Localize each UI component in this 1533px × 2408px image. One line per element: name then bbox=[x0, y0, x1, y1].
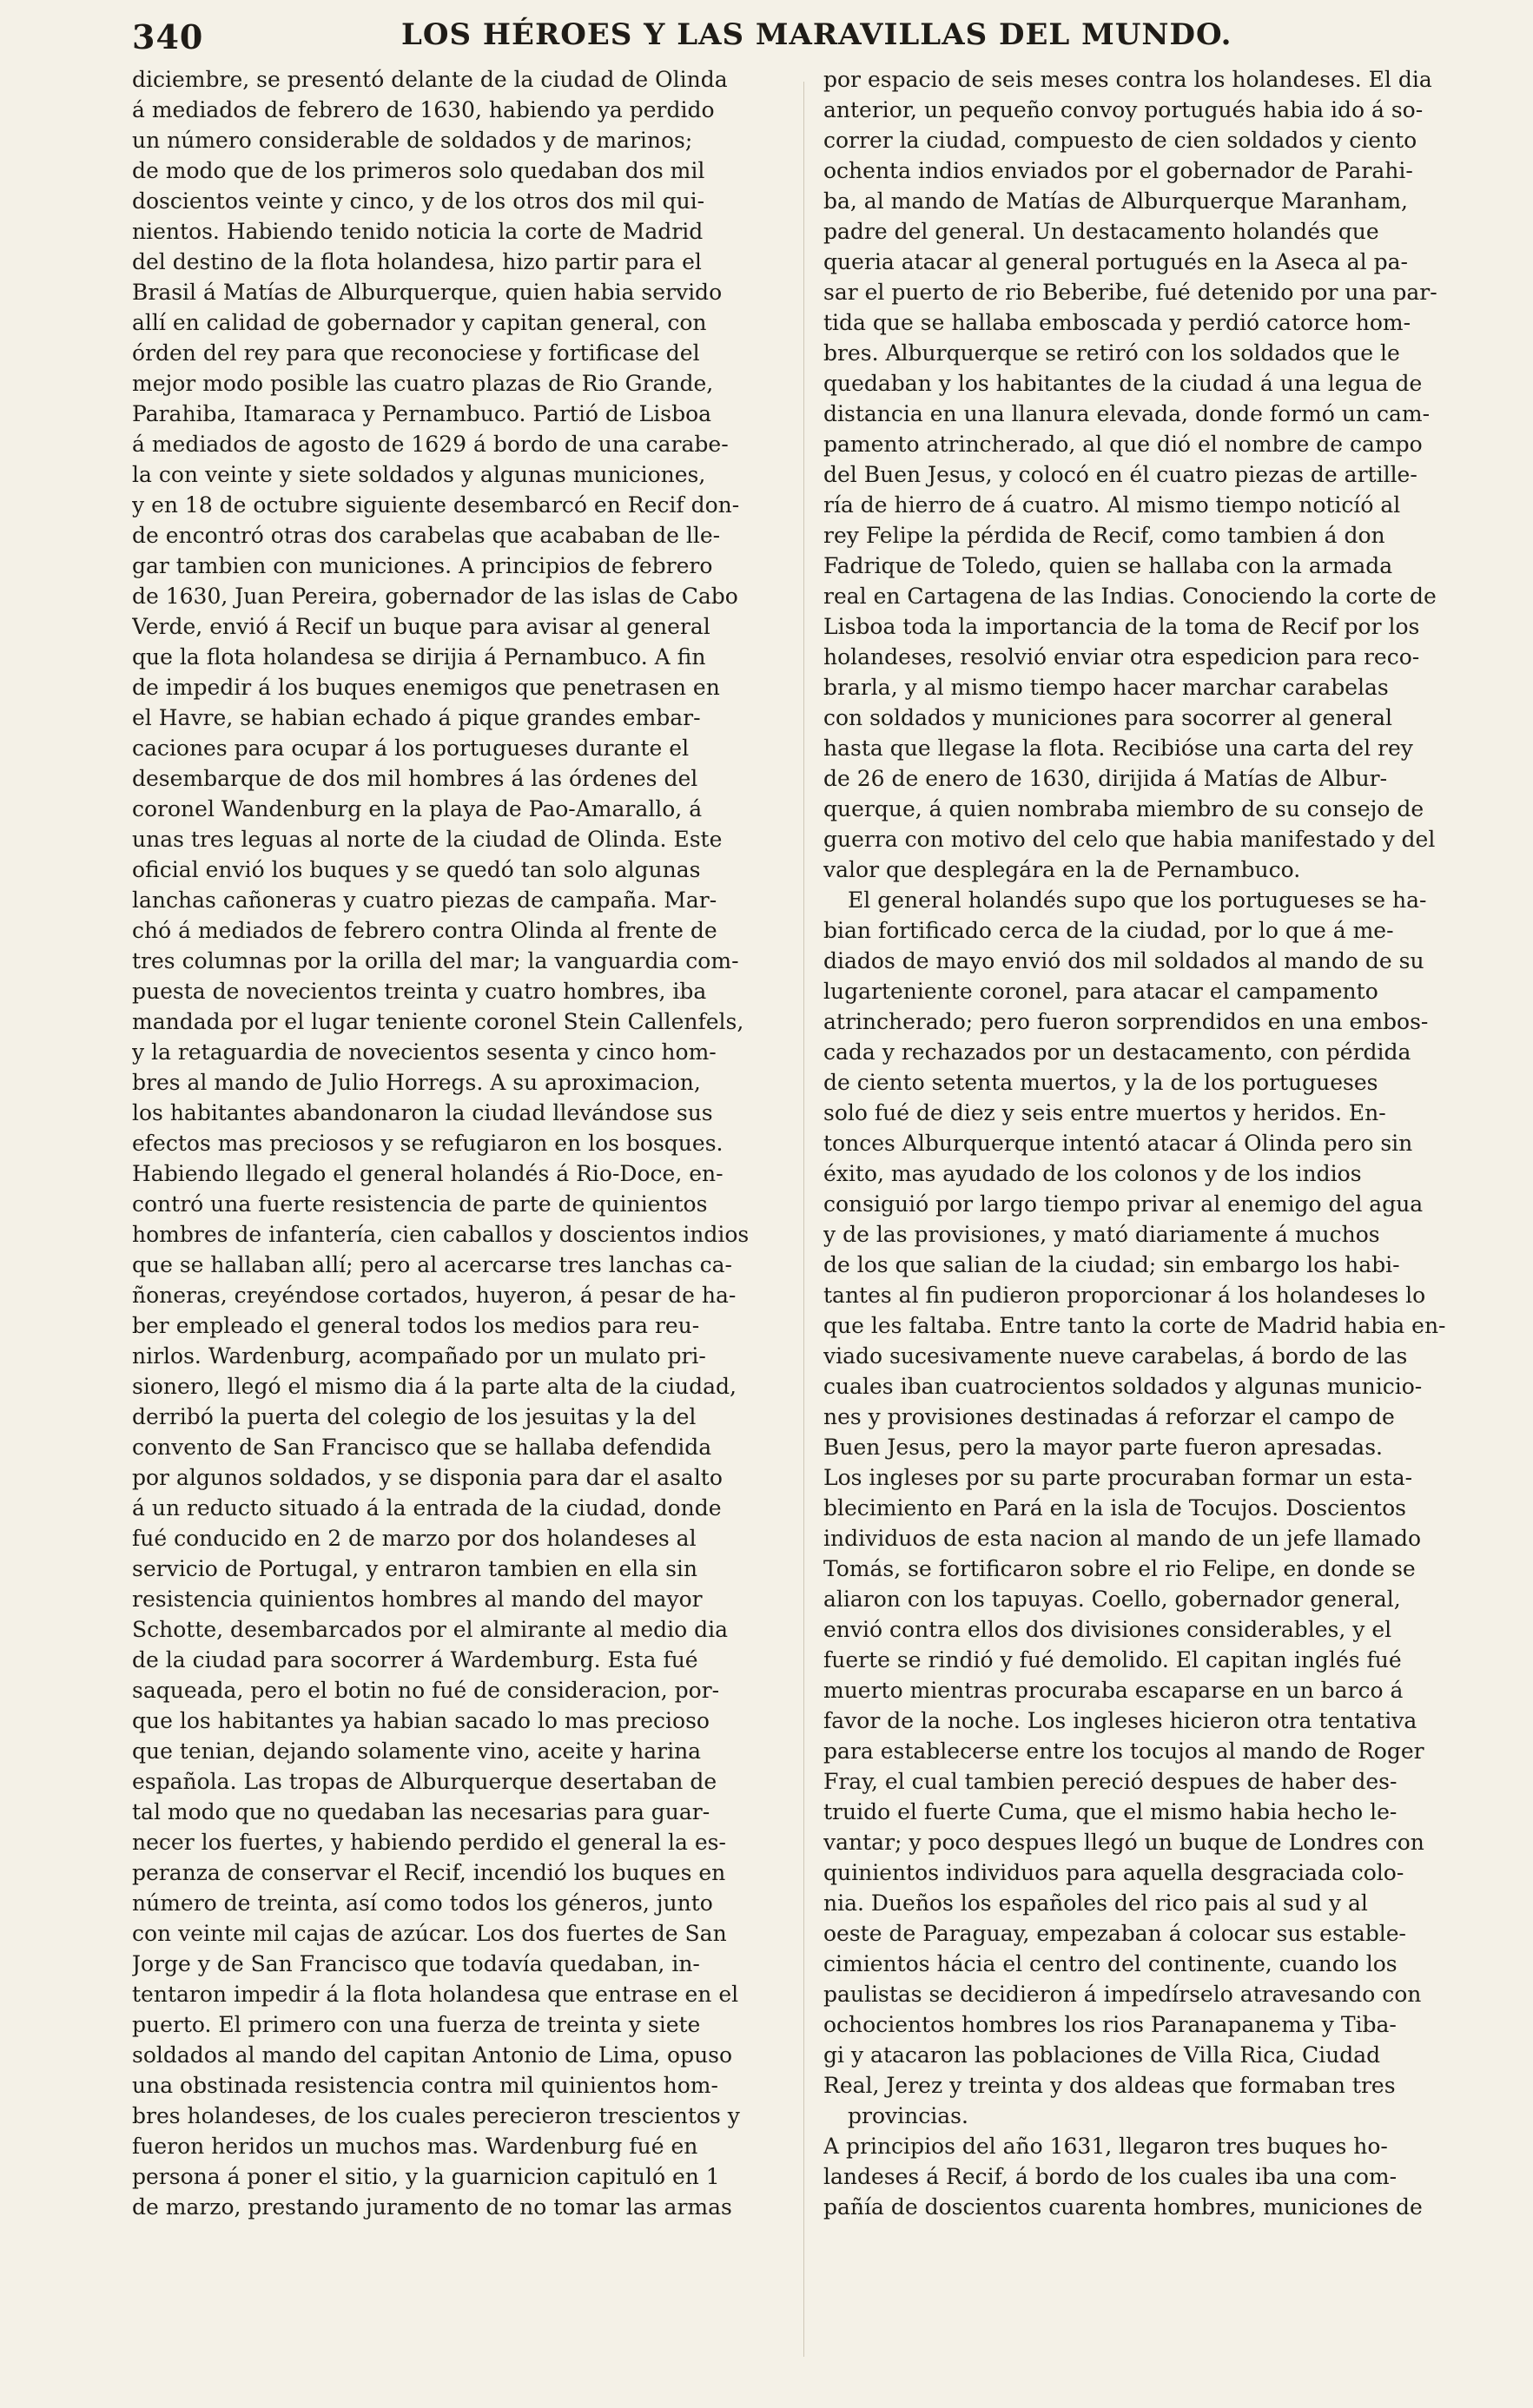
text-line: de 1630, Juan Pereira, gobernador de las islas de Cabo bbox=[132, 584, 738, 609]
text-line: landeses á Recif, á bordo de los cuales iba una com- bbox=[823, 2164, 1398, 2189]
text-line: Los ingleses por su parte procuraban formar un esta- bbox=[823, 1465, 1413, 1490]
text-line: un número considerable de soldados y de marinos; bbox=[132, 128, 693, 153]
text-line: coronel Wandenburg en la playa de Pao-Amarallo, á bbox=[132, 796, 703, 821]
text-line: cimientos hácia el centro del continente, cuando los bbox=[823, 1951, 1398, 1976]
text-line: Jorge y de San Francisco que todavía quedaban, in- bbox=[132, 1951, 700, 1976]
text-line: oficial envió los buques y se quedó tan solo algunas bbox=[132, 857, 701, 882]
text-line: que la flota holandesa se dirijia á Pernambuco. A fin bbox=[132, 644, 706, 670]
text-line: necer los fuertes, y habiendo perdido el general la es- bbox=[132, 1830, 726, 1855]
text-line: querque, á quien nombraba miembro de su consejo de bbox=[823, 796, 1424, 821]
text-line: individuos de esta nacion al mando de un jefe llamado bbox=[823, 1526, 1422, 1551]
text-line: ba, al mando de Matías de Alburquerque Maranham, bbox=[823, 188, 1408, 214]
right-text-column bbox=[823, 64, 1475, 2392]
text-line: de impedir á los buques enemigos que penetrasen en bbox=[132, 675, 720, 700]
text-line: á un reducto situado á la entrada de la ciudad, donde bbox=[132, 1495, 722, 1521]
text-line: pañía de doscientos cuarenta hombres, municiones de bbox=[823, 2194, 1423, 2220]
text-line: á mediados de agosto de 1629 á bordo de una carabe- bbox=[132, 432, 729, 457]
page-header bbox=[132, 17, 1487, 63]
text-line: convento de San Francisco que se hallaba defendida bbox=[132, 1435, 712, 1460]
text-line: viado sucesivamente nueve carabelas, á bordo de las bbox=[823, 1343, 1408, 1369]
text-line: desembarque de dos mil hombres á las órdenes del bbox=[132, 766, 698, 791]
text-line: chó á mediados de febrero contra Olinda al frente de bbox=[132, 918, 717, 943]
text-line: paulistas se decidieron á impedírselo atravesando con bbox=[823, 1982, 1422, 2007]
text-line: quinientos individuos para aquella desgraciada colo- bbox=[823, 1860, 1404, 1885]
text-line: éxito, mas ayudado de los colonos y de los indios bbox=[823, 1161, 1362, 1186]
text-line: blecimiento en Pará en la isla de Tocujos. Doscientos bbox=[823, 1495, 1406, 1521]
text-line: de la ciudad para socorrer á Wardemburg. Esta fué bbox=[132, 1647, 698, 1672]
text-line: Brasil á Matías de Alburquerque, quien habia servido bbox=[132, 280, 723, 305]
text-line: cuales iban cuatrocientos soldados y algunas municio- bbox=[823, 1374, 1423, 1399]
text-line: puerto. El primero con una fuerza de treinta y siete bbox=[132, 2012, 701, 2037]
text-line: servicio de Portugal, y entraron tambien en ella sin bbox=[132, 1556, 698, 1581]
text-line: con soldados y municiones para socorrer al general bbox=[823, 705, 1393, 730]
text-line: soldados al mando del capitan Antonio de Lima, opuso bbox=[132, 2042, 733, 2068]
text-line: contró una fuerte resistencia de parte de quinientos bbox=[132, 1191, 708, 1217]
text-line: tantes al fin pudieron proporcionar á los holandeses lo bbox=[823, 1283, 1426, 1308]
text-line: quedaban y los habitantes de la ciudad á una legua de bbox=[823, 371, 1423, 396]
text-line: correr la ciudad, compuesto de cien soldados y ciento bbox=[823, 128, 1417, 153]
text-line: A principios del año 1631, llegaron tres buques ho- bbox=[823, 2134, 1388, 2159]
text-line: El general holandés supo que los portugueses se ha- bbox=[848, 887, 1427, 913]
text-line: real en Cartagena de las Indias. Conociendo la corte de bbox=[823, 584, 1437, 609]
text-line: atrincherado; pero fueron sorprendidos en una embos- bbox=[823, 1009, 1429, 1034]
text-line: hasta que llegase la flota. Recibióse una carta del rey bbox=[823, 736, 1413, 761]
text-line: los habitantes abandonaron la ciudad llevándose sus bbox=[132, 1100, 713, 1125]
text-line: fué conducido en 2 de marzo por dos holandeses al bbox=[132, 1526, 697, 1551]
text-line: muerto mientras procuraba escaparse en un barco á bbox=[823, 1678, 1404, 1703]
text-line: resistencia quinientos hombres al mando del mayor bbox=[132, 1587, 703, 1612]
text-line: que les faltaba. Entre tanto la corte de Madrid habia en- bbox=[823, 1313, 1446, 1338]
text-line: anterior, un pequeño convoy portugués habia ido á so- bbox=[823, 97, 1424, 122]
text-line: que tenian, dejando solamente vino, aceite y harina bbox=[132, 1738, 702, 1764]
text-line: Fadrique de Toledo, quien se hallaba con la armada bbox=[823, 553, 1393, 578]
text-line: órden del rey para que reconociese y fortificase del bbox=[132, 340, 700, 366]
text-line: tal modo que no quedaban las necesarias para guar- bbox=[132, 1799, 710, 1824]
text-line: hombres de infantería, cien caballos y doscientos indios bbox=[132, 1222, 750, 1247]
text-line: caciones para ocupar á los portugueses durante el bbox=[132, 736, 690, 761]
text-line: Buen Jesus, pero la mayor parte fueron apresadas. bbox=[823, 1435, 1383, 1460]
text-line: holandeses, resolvió enviar otra espedicion para reco- bbox=[823, 644, 1420, 670]
text-line: de encontró otras dos carabelas que acababan de lle- bbox=[132, 523, 721, 548]
text-line: lanchas cañoneras y cuatro piezas de campaña. Mar- bbox=[132, 887, 717, 913]
text-line: solo fué de diez y seis entre muertos y heridos. En- bbox=[823, 1100, 1386, 1125]
text-line: unas tres leguas al norte de la ciudad de Olinda. Este bbox=[132, 827, 723, 852]
text-line: envió contra ellos dos divisiones considerables, y el bbox=[823, 1617, 1392, 1642]
text-line: nia. Dueños los españoles del rico pais al sud y al bbox=[823, 1890, 1368, 1916]
text-line: ochocientos hombres los rios Paranapanema y Tiba- bbox=[823, 2012, 1397, 2037]
text-line: Real, Jerez y treinta y dos aldeas que formaban tres bbox=[823, 2073, 1396, 2098]
text-line: rey Felipe la pérdida de Recif, como tambien á don bbox=[823, 523, 1385, 548]
text-line: del Buen Jesus, y colocó en él cuatro piezas de artille- bbox=[823, 462, 1417, 487]
text-line: truido el fuerte Cuma, que el mismo habia hecho le- bbox=[823, 1799, 1398, 1824]
text-line: aliaron con los tapuyas. Coello, gobernador general, bbox=[823, 1587, 1401, 1612]
text-line: ber empleado el general todos los medios para reu- bbox=[132, 1313, 700, 1338]
text-line: doscientos veinte y cinco, y de los otros dos mil qui- bbox=[132, 188, 705, 214]
text-line: española. Las tropas de Alburquerque desertaban de bbox=[132, 1769, 717, 1794]
text-line: nientos. Habiendo tenido noticia la corte de Madrid bbox=[132, 219, 704, 244]
text-line: nes y provisiones destinadas á reforzar el campo de bbox=[823, 1404, 1395, 1429]
text-line: diciembre, se presentó delante de la ciudad de Olinda bbox=[132, 67, 728, 92]
text-line: lugarteniente coronel, para atacar el campamento bbox=[823, 979, 1378, 1004]
text-line: bres holandeses, de los cuales perecieron trescientos y bbox=[132, 2103, 740, 2128]
text-line: diados de mayo envió dos mil soldados al mando de su bbox=[823, 948, 1424, 973]
text-line: la con veinte y siete soldados y algunas municiones, bbox=[132, 462, 706, 487]
text-line: valor que desplegára en la de Pernambuco. bbox=[823, 857, 1301, 882]
text-line: queria atacar al general portugués en la Aseca al pa- bbox=[823, 249, 1408, 274]
text-line: efectos mas preciosos y se refugiaron en los bosques. bbox=[132, 1131, 724, 1156]
text-line: fueron heridos un muchos mas. Wardenburg fué en bbox=[132, 2134, 698, 2159]
text-line: fuerte se rindió y fué demolido. El capitan inglés fué bbox=[823, 1647, 1402, 1672]
text-line: de marzo, prestando juramento de no tomar las armas bbox=[132, 2194, 732, 2220]
text-line: número de treinta, así como todos los géneros, junto bbox=[132, 1890, 713, 1916]
text-line: oeste de Paraguay, empezaban á colocar sus estable- bbox=[823, 1921, 1406, 1946]
text-line: Parahiba, Itamaraca y Pernambuco. Partió de Lisboa bbox=[132, 401, 712, 426]
text-line: vantar; y poco despues llegó un buque de Londres con bbox=[823, 1830, 1424, 1855]
column-divider bbox=[803, 82, 804, 2357]
text-line: Habiendo llegado el general holandés á Rio-Doce, en- bbox=[132, 1161, 724, 1186]
text-line: padre del general. Un destacamento holandés que bbox=[823, 219, 1379, 244]
text-line: mejor modo posible las cuatro plazas de Rio Grande, bbox=[132, 371, 714, 396]
text-line: provincias. bbox=[848, 2103, 968, 2128]
text-line: derribó la puerta del colegio de los jesuitas y la del bbox=[132, 1404, 697, 1429]
text-line: á mediados de febrero de 1630, habiendo ya perdido bbox=[132, 97, 715, 122]
text-line: tida que se hallaba emboscada y perdió catorce hom- bbox=[823, 310, 1411, 335]
text-line: sionero, llegó el mismo dia á la parte alta de la ciudad, bbox=[132, 1374, 737, 1399]
text-line: consiguió por largo tiempo privar al enemigo del agua bbox=[823, 1191, 1424, 1217]
text-line: que los habitantes ya habian sacado lo mas precioso bbox=[132, 1708, 710, 1733]
text-line: con veinte mil cajas de azúcar. Los dos fuertes de San bbox=[132, 1921, 727, 1946]
text-line: de ciento setenta muertos, y la de los portugueses bbox=[823, 1070, 1378, 1095]
text-line: ñoneras, creyéndose cortados, huyeron, á pesar de ha- bbox=[132, 1283, 737, 1308]
text-line: brarla, y al mismo tiempo hacer marchar carabelas bbox=[823, 675, 1389, 700]
text-line: de 26 de enero de 1630, dirijida á Matías de Albur- bbox=[823, 766, 1388, 791]
text-line: de modo que de los primeros solo quedaban dos mil bbox=[132, 158, 705, 183]
text-line: guerra con motivo del celo que habia manifestado y del bbox=[823, 827, 1436, 852]
text-line: cada y rechazados por un destacamento, con pérdida bbox=[823, 1039, 1411, 1065]
text-line: bres al mando de Julio Horregs. A su aproximacion, bbox=[132, 1070, 701, 1095]
text-line: puesta de novecientos treinta y cuatro hombres, iba bbox=[132, 979, 707, 1004]
text-line: por espacio de seis meses contra los holandeses. El dia bbox=[823, 67, 1432, 92]
text-line: mandada por el lugar teniente coronel Stein Callenfels, bbox=[132, 1009, 744, 1034]
text-line: que se hallaban allí; pero al acercarse tres lanchas ca- bbox=[132, 1252, 732, 1277]
text-line: por algunos soldados, y se disponia para dar el asalto bbox=[132, 1465, 723, 1490]
running-title: LOS HÉROES Y LAS MARAVILLAS DEL MUNDO. bbox=[401, 17, 1232, 52]
text-line: tonces Alburquerque intentó atacar á Olinda pero sin bbox=[823, 1131, 1413, 1156]
text-line: distancia en una llanura elevada, donde formó un cam- bbox=[823, 401, 1431, 426]
text-line: ochenta indios enviados por el gobernador de Parahi- bbox=[823, 158, 1413, 183]
text-line: del destino de la flota holandesa, hizo partir para el bbox=[132, 249, 702, 274]
text-line: sar el puerto de rio Beberibe, fué detenido por una par- bbox=[823, 280, 1437, 305]
page-number: 340 bbox=[132, 17, 204, 56]
text-line: una obstinada resistencia contra mil quinientos hom- bbox=[132, 2073, 718, 2098]
text-line: peranza de conservar el Recif, incendió los buques en bbox=[132, 1860, 726, 1885]
text-line: para establecerse entre los tocujos al mando de Roger bbox=[823, 1738, 1424, 1764]
text-line: saqueada, pero el botin no fué de consideracion, por- bbox=[132, 1678, 720, 1703]
text-line: Verde, envió á Recif un buque para avisar al general bbox=[132, 614, 710, 639]
text-line: Lisboa toda la importancia de la toma de Recif por los bbox=[823, 614, 1420, 639]
text-line: el Havre, se habian echado á pique grandes embar- bbox=[132, 705, 701, 730]
text-line: favor de la noche. Los ingleses hicieron otra tentativa bbox=[823, 1708, 1417, 1733]
text-line: nirlos. Wardenburg, acompañado por un mulato pri- bbox=[132, 1343, 706, 1369]
text-line: Fray, el cual tambien pereció despues de haber des- bbox=[823, 1769, 1398, 1794]
text-line: ría de hierro de á cuatro. Al mismo tiempo noticíó al bbox=[823, 492, 1401, 518]
text-line: persona á poner el sitio, y la guarnicion capituló en 1 bbox=[132, 2164, 720, 2189]
left-text-column bbox=[132, 64, 783, 2392]
text-line: allí en calidad de gobernador y capitan general, con bbox=[132, 310, 707, 335]
text-line: bian fortificado cerca de la ciudad, por lo que á me- bbox=[823, 918, 1394, 943]
text-line: de los que salian de la ciudad; sin embargo los habi- bbox=[823, 1252, 1400, 1277]
text-line: y la retaguardia de novecientos sesenta y cinco hom- bbox=[132, 1039, 717, 1065]
text-line: y de las provisiones, y mató diariamente á muchos bbox=[823, 1222, 1380, 1247]
text-line: tentaron impedir á la flota holandesa que entrase en el bbox=[132, 1982, 739, 2007]
text-line: gi y atacaron las poblaciones de Villa Rica, Ciudad bbox=[823, 2042, 1381, 2068]
text-line: bres. Alburquerque se retiró con los soldados que le bbox=[823, 340, 1400, 366]
text-line: Tomás, se fortificaron sobre el rio Felipe, en donde se bbox=[823, 1556, 1416, 1581]
text-line: tres columnas por la orilla del mar; la vanguardia com- bbox=[132, 948, 739, 973]
text-line: pamento atrincherado, al que dió el nombre de campo bbox=[823, 432, 1423, 457]
text-line: y en 18 de octubre siguiente desembarcó en Recif don- bbox=[132, 492, 740, 518]
text-line: gar tambien con municiones. A principios de febrero bbox=[132, 553, 713, 578]
text-line: Schotte, desembarcados por el almirante al medio dia bbox=[132, 1617, 729, 1642]
